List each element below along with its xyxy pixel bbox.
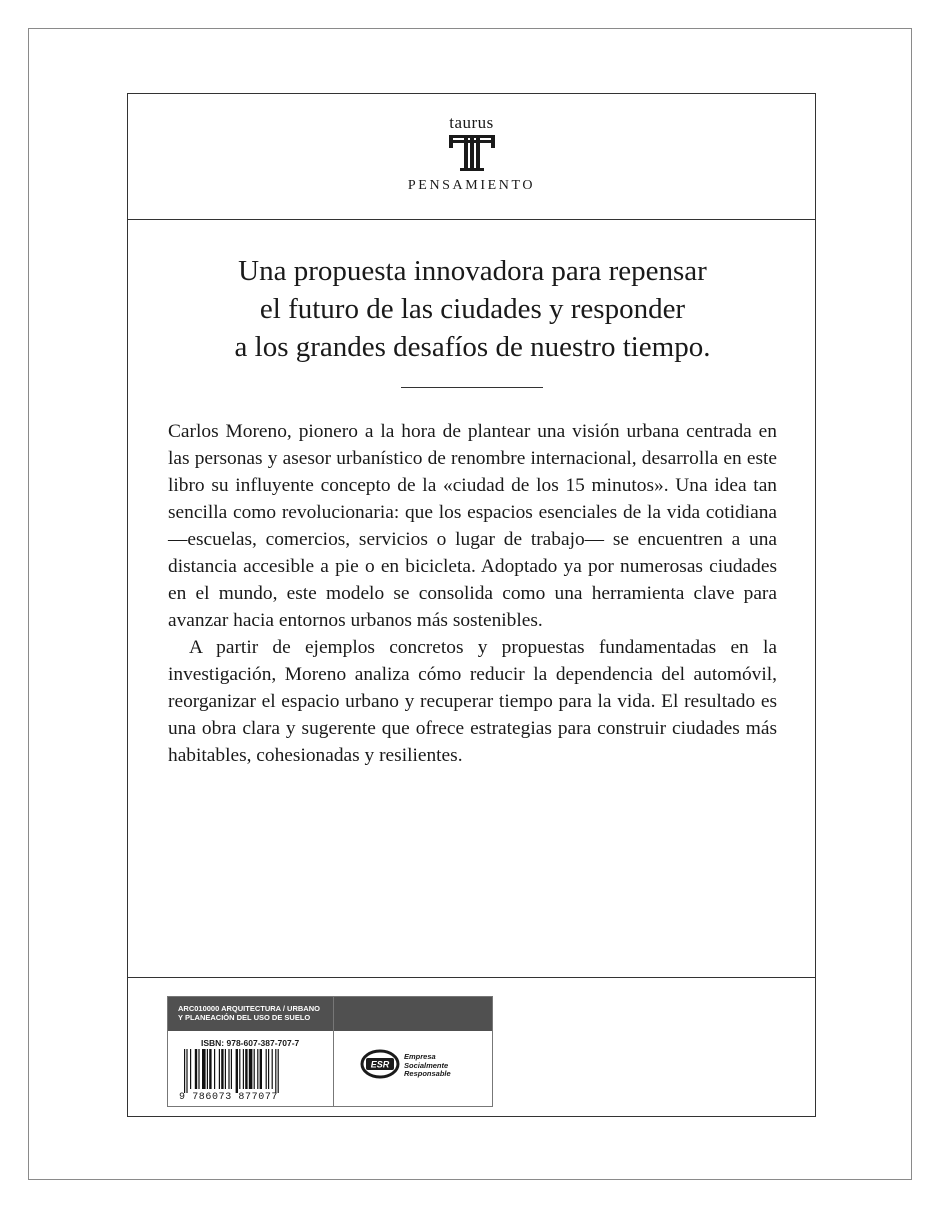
isbn-label: ISBN: 978-607-387-707-7 xyxy=(201,1038,300,1048)
headline-divider xyxy=(401,387,543,388)
headline-line: a los grandes desafíos de nuestro tiempo. xyxy=(234,331,711,363)
esr-label xyxy=(404,1053,451,1079)
category-bar xyxy=(168,997,492,1031)
collection-name: PENSAMIENTO xyxy=(407,178,536,193)
headline-line: Una propuesta innovadora para repensar xyxy=(238,255,707,287)
headline xyxy=(148,252,797,366)
publisher-name: taurus xyxy=(449,113,494,132)
blurb-paragraph: A partir de ejemplos concretos y propuestas fundamentadas en la investigación, Moreno analiza cómo reducir la dependencia del automóvil, reorganizar el espacio urbano y recuperar tiempo para la vida. El resultado es una obra clara y sugerente que ofrece estrategias para construir ciudades más habitables, cohesionadas y resilientes. xyxy=(168,637,777,766)
barcode-digits: 9 786073 877077 xyxy=(179,1092,279,1103)
category-line: Y PLANEACIÓN DEL USO DE SUELO xyxy=(178,1013,311,1022)
esr-line: Socialmente xyxy=(404,1060,449,1070)
box-divider xyxy=(333,997,334,1106)
category-line: ARC010000 ARQUITECTURA / URBANO xyxy=(178,1004,320,1013)
blurb xyxy=(168,418,777,769)
esr-line: Empresa xyxy=(404,1052,436,1061)
book-back-cover xyxy=(127,93,816,1117)
blurb-paragraph: Carlos Moreno, pionero a la hora de plantear una visión urbana centrada en las personas y asesor urbanístico de renombre internacional, desarrolla en este libro su influyente concepto de la «ciudad de los 15 minutos». Una idea tan sencilla como revolucionaria: que los espacios esenciales de la vida cotidiana —escuelas, comercios, servicios o lugar de trabajo— se encuentren a una distancia accesible a pie o en bicicleta. Adoptado ya por numerosas ciudades en el mundo, este modelo se consolida como una herramienta clave para avanzar hacia entornos urbanos más sostenibles. xyxy=(168,421,777,631)
barcode-icon xyxy=(184,1049,314,1093)
cover-footer xyxy=(128,977,815,1116)
category-label xyxy=(178,1004,328,1022)
barcode-box xyxy=(167,996,493,1107)
esr-line: Responsable xyxy=(404,1069,451,1078)
esr-logo-text: ESR xyxy=(370,1059,390,1070)
headline-line: el futuro de las ciudades y responder xyxy=(259,293,686,325)
cover-header xyxy=(128,94,815,220)
publisher-t-logo-icon xyxy=(449,135,495,171)
esr-logo-icon xyxy=(360,1049,400,1079)
